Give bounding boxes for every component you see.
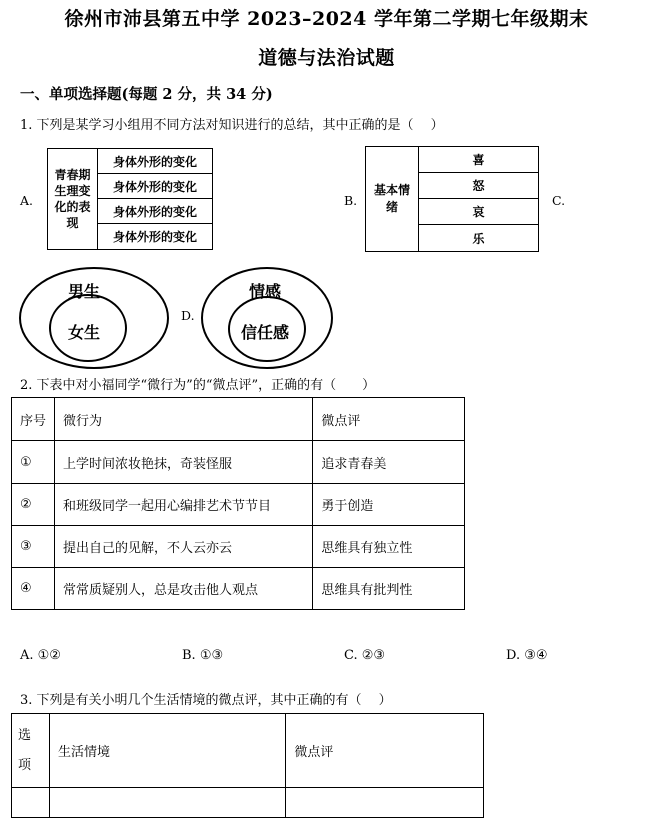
question-2-table <box>11 397 465 610</box>
option-d-inner-label: 信任感 <box>241 323 290 342</box>
behavior-cell: 上学时间浓妆艳抹，奇装怪服 <box>54 441 312 484</box>
exam-title-line1: 徐州市沛县第五中学 2023–2024 学年第二学期七年级期末 <box>64 8 589 30</box>
exam-title-line2: 道德与法治试题 <box>258 47 395 69</box>
empty-cell <box>12 788 50 818</box>
option-c-inner-label: 女生 <box>68 323 101 342</box>
table-header-row <box>12 714 484 788</box>
empty-cell <box>49 788 285 818</box>
table-row <box>12 484 465 526</box>
basic-emotions-cell: 基本情绪 <box>365 146 419 252</box>
question-3-stem: 3. 下列是有关小明几个生活情境的微点评，其中正确的有（ ） <box>20 693 392 708</box>
header-cell: 微行为 <box>54 398 312 441</box>
behavior-cell: 常常质疑别人，总是攻击他人观点 <box>54 568 312 610</box>
option-b-row: 怒 <box>418 172 539 199</box>
option-a-row: 身体外形的变化 <box>97 148 213 174</box>
header-cell: 微点评 <box>286 714 484 788</box>
q2-option-b: B. ①③ <box>182 648 224 663</box>
behavior-cell: 提出自己的见解，不人云亦云 <box>54 526 312 568</box>
header-cell: 生活情境 <box>49 714 285 788</box>
puberty-changes-cell: 青春期生理变化的表现 <box>47 148 98 250</box>
row-number-cell: ③ <box>12 526 55 568</box>
comment-cell: 勇于创造 <box>313 484 465 526</box>
question-3-table <box>11 713 484 818</box>
q2-option-d: D. ③④ <box>506 648 548 663</box>
question-2-stem: 2. 下表中对小福同学“微行为”的“微点评”，正确的有（ ） <box>20 378 376 393</box>
row-number-cell: ② <box>12 484 55 526</box>
option-a-label: A. <box>20 193 34 208</box>
section-heading: 一、单项选择题(每题 2 分，共 34 分) <box>20 86 273 103</box>
option-d-label: D. <box>181 308 195 323</box>
row-number-cell: ① <box>12 441 55 484</box>
table-row <box>12 788 484 818</box>
header-cell: 微点评 <box>313 398 465 441</box>
header-cell <box>12 714 50 788</box>
option-b-row: 乐 <box>418 224 539 252</box>
table-row <box>12 568 465 610</box>
question-1-stem: 1. 下列是某学习小组用不同方法对知识进行的总结，其中正确的是（ ） <box>20 118 444 133</box>
row-number-cell: ④ <box>12 568 55 610</box>
table-row <box>12 526 465 568</box>
comment-cell: 追求青春美 <box>313 441 465 484</box>
option-a-row: 身体外形的变化 <box>97 198 213 224</box>
option-b-row: 喜 <box>418 146 539 173</box>
comment-cell: 思维具有批判性 <box>313 568 465 610</box>
option-c-outer-label: 男生 <box>68 282 101 301</box>
option-b-label: B. <box>344 193 358 208</box>
q2-option-c: C. ②③ <box>344 648 386 663</box>
option-a-row: 身体外形的变化 <box>97 173 213 199</box>
header-cell-text: 选项 <box>18 727 32 773</box>
empty-cell <box>286 788 484 818</box>
option-c-label: C. <box>552 193 566 208</box>
table-row <box>12 441 465 484</box>
table-header-row <box>12 398 465 441</box>
q2-option-a: A. ①② <box>20 648 61 663</box>
header-cell: 序号 <box>12 398 55 441</box>
behavior-cell: 和班级同学一起用心编排艺术节节目 <box>54 484 312 526</box>
option-b-row: 哀 <box>418 198 539 225</box>
comment-cell: 思维具有独立性 <box>313 526 465 568</box>
option-d-outer-label: 情感 <box>249 282 282 301</box>
option-a-row: 身体外形的变化 <box>97 223 213 250</box>
